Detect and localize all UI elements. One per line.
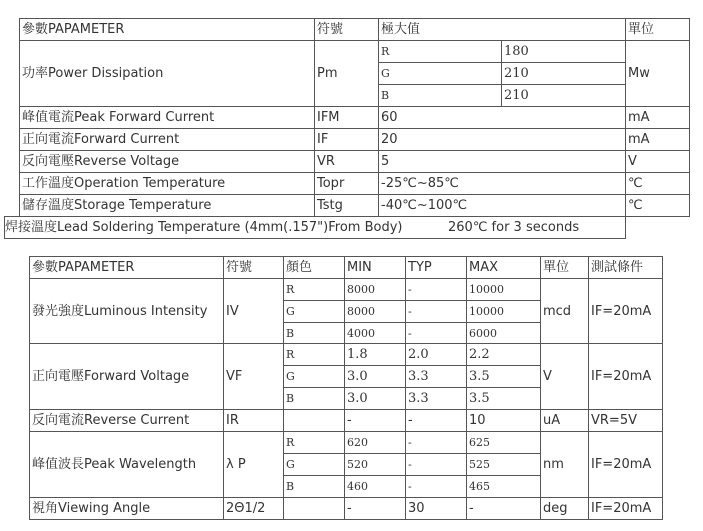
min-cell: 8000 [344,300,406,323]
power-value-r: 180 [501,40,626,63]
forward-voltage-symbol: VF [223,343,284,410]
header-test-condition: 測試條件 [588,256,663,279]
header-parameter: 參數PAPAMETER [29,256,224,279]
table-row-unit: mA [625,128,690,151]
table-row-unit: V [625,150,690,173]
header-max: 極大值 [378,18,626,41]
power-value-g: 210 [501,62,626,85]
typ-cell: - [405,453,467,476]
peak-wavelength-symbol: λ P [223,431,284,498]
power-color-r: R [378,40,502,63]
viewing-angle-label: 視角Viewing Angle [29,497,224,520]
table-row-param: 反向電壓Reverse Voltage [19,150,315,173]
typ-cell: - [405,278,467,301]
luminous-intensity-label: 發光強度Luminous Intensity [29,278,224,344]
max-cell: 6000 [466,322,541,344]
peak-wavelength-unit: nm [540,431,589,498]
lead-soldering-row [4,216,626,239]
reverse-current-condition: VR=5V [588,409,663,432]
typ-cell: - [405,475,467,498]
viewing-angle-symbol: 2Θ1/2 [223,497,284,520]
max-cell: 2.2 [466,343,541,366]
power-dissipation-unit: Mw [625,40,690,107]
color-cell: R [283,343,345,366]
typ-cell: - [405,322,467,344]
table-row-max: -25℃~85℃ [378,172,626,195]
header-symbol: 符號 [314,18,379,41]
power-value-b: 210 [501,84,626,107]
min-cell: 460 [344,475,406,498]
color-cell: B [283,475,345,498]
color-cell: G [283,365,345,388]
color-cell: G [283,300,345,323]
table-row-param: 峰值電流Peak Forward Current [19,106,315,129]
color-cell: G [283,453,345,476]
min-cell: 620 [344,431,406,454]
header-min: MIN [344,256,406,279]
color-cell [283,497,345,520]
min-cell: 1.8 [344,343,406,366]
typ-cell: 2.0 [405,343,467,366]
typ-cell: 3.3 [405,387,467,410]
typ-cell: 3.3 [405,365,467,388]
color-cell: R [283,431,345,454]
max-cell: 525 [466,453,541,476]
max-cell: 10 [466,409,541,432]
typ-cell: - [405,431,467,454]
table-row-param: 正向電流Forward Current [19,128,315,151]
min-cell: - [344,497,406,520]
min-cell: 4000 [344,322,406,344]
peak-wavelength-label: 峰值波長Peak Wavelength [29,431,224,498]
table-row-symbol: Topr [314,172,379,195]
viewing-angle-unit: deg [540,497,589,520]
power-dissipation-label: 功率Power Dissipation [19,40,315,107]
min-cell: 3.0 [344,387,406,410]
max-cell: 10000 [466,300,541,323]
reverse-current-unit: uA [540,409,589,432]
power-color-b: B [378,84,502,107]
header-typ: TYP [405,256,467,279]
viewing-angle-condition: IF=20mA [588,497,663,520]
reverse-current-label: 反向電流Reverse Current [29,409,224,432]
table-row-symbol: Tstg [314,194,379,217]
color-cell [283,409,345,432]
table-row-max: 5 [378,150,626,173]
forward-voltage-label: 正向電壓Forward Voltage [29,343,224,410]
max-cell: 3.5 [466,365,541,388]
table-row-unit: ℃ [625,172,690,195]
header-color: 顏色 [283,256,345,279]
max-cell: 625 [466,431,541,454]
lead-soldering-value: 260℃ for 3 seconds [448,220,580,235]
max-cell: 10000 [466,278,541,301]
typ-cell: - [405,409,467,432]
forward-voltage-unit: V [540,343,589,410]
max-cell: - [466,497,541,520]
min-cell: 520 [344,453,406,476]
min-cell: 3.0 [344,365,406,388]
min-cell: - [344,409,406,432]
header-max: MAX [466,256,541,279]
color-cell: R [283,278,345,301]
power-color-g: G [378,62,502,85]
reverse-current-symbol: IR [223,409,284,432]
color-cell: B [283,322,345,344]
luminous-intensity-condition: IF=20mA [588,278,663,344]
color-cell: B [283,387,345,410]
peak-wavelength-condition: IF=20mA [588,431,663,498]
table-row-max: -40℃~100℃ [378,194,626,217]
table-row-symbol: IFM [314,106,379,129]
header-unit: 單位 [625,18,690,41]
header-unit: 單位 [540,256,589,279]
luminous-intensity-unit: mcd [540,278,589,344]
table-row-param: 工作溫度Operation Temperature [19,172,315,195]
lead-soldering-label: 焊接溫度Lead Soldering Temperature (4mm(.157")From Body) [5,220,403,235]
table-row-max: 60 [378,106,626,129]
table-row-symbol: IF [314,128,379,151]
typ-cell: 30 [405,497,467,520]
table-row-max: 20 [378,128,626,151]
table-row-param: 儲存溫度Storage Temperature [19,194,315,217]
typ-cell: - [405,300,467,323]
header-parameter: 參數PAPAMETER [19,18,315,41]
table-row-unit: mA [625,106,690,129]
forward-voltage-condition: IF=20mA [588,343,663,410]
luminous-intensity-symbol: IV [223,278,284,344]
power-dissipation-symbol: Pm [314,40,379,107]
table-row-symbol: VR [314,150,379,173]
min-cell: 8000 [344,278,406,301]
max-cell: 3.5 [466,387,541,410]
header-symbol: 符號 [223,256,284,279]
table-row-unit: ℃ [625,194,690,217]
max-cell: 465 [466,475,541,498]
